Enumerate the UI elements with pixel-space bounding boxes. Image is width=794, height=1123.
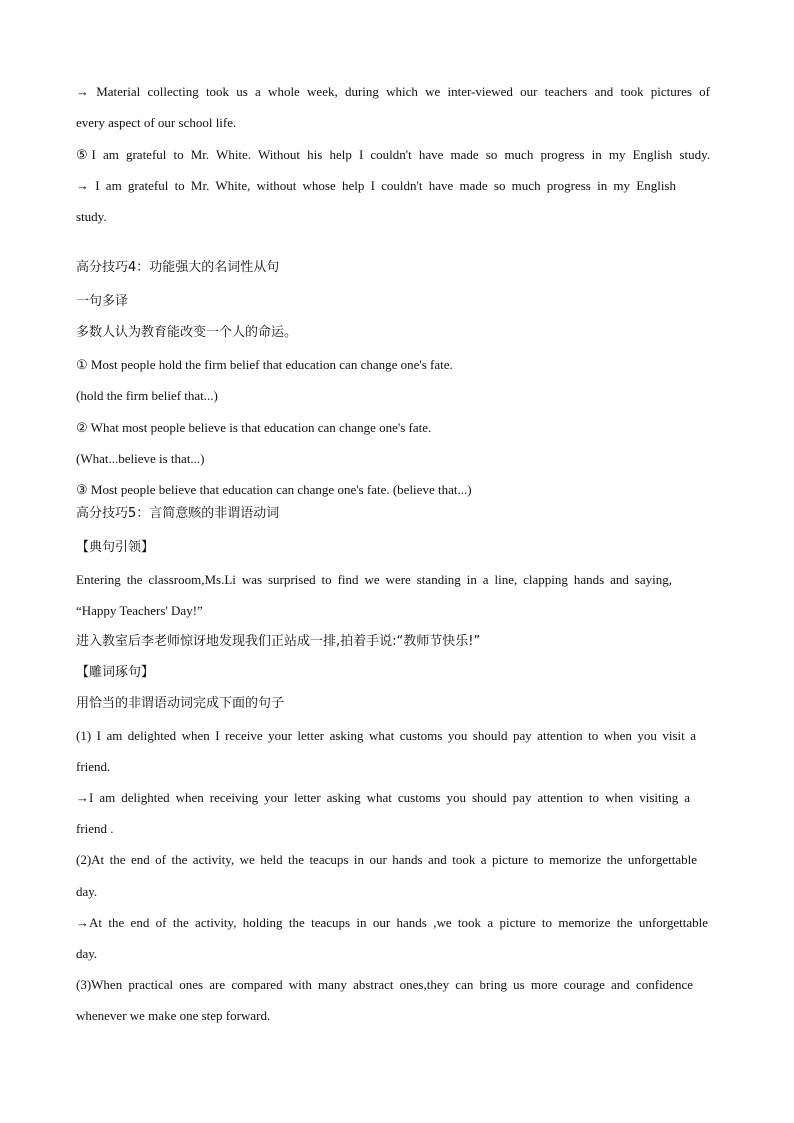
- translation-2-hint: (What...believe is that...): [76, 451, 205, 466]
- exercise-2-line-2: day.: [76, 884, 98, 899]
- section-heading-4: 高分技巧4：功能强大的名词性从句: [76, 260, 280, 275]
- exercise-1-answer-line-2: friend .: [76, 821, 114, 836]
- chinese-prompt-sentence: 多数人认为教育能改变一个人的命运。: [76, 325, 298, 340]
- text-line-5: study.: [76, 209, 107, 224]
- example-sentence-translation: 进入教室后李老师惊讶地发现我们正站成一排,拍着手说:“教师节快乐!”: [76, 634, 481, 649]
- text-line-4: → I am grateful to Mr. White, without whose help I couldn't have made so much progress in my English: [76, 178, 676, 193]
- text-line-2: every aspect of our school life.: [76, 115, 237, 130]
- exercise-2-answer-line-2: day.: [76, 946, 98, 961]
- exercise-instruction: 用恰当的非谓语动词完成下面的句子: [76, 696, 285, 711]
- translation-1-hint: (hold the firm belief that...): [76, 388, 218, 403]
- text-line-3: ⑤I am grateful to Mr. White. Without his help I couldn't have made so much progress in my English study.: [76, 147, 710, 162]
- translation-3: ③ Most people believe that education can change one's fate. (believe that...): [76, 482, 472, 497]
- translation-1: ① Most people hold the firm belief that education can change one's fate.: [76, 357, 453, 372]
- example-sentence-line-2: “Happy Teachers' Day!”: [76, 603, 203, 618]
- exercise-3-line-2: whenever we make one step forward.: [76, 1008, 271, 1023]
- exercise-1-line-1: (1) I am delighted when I receive your letter asking what customs you should pay attention to when you visit a: [76, 728, 696, 743]
- exercise-1-answer-line-1: →I am delighted when receiving your letter asking what customs you should pay attention to when visiting a: [76, 790, 690, 805]
- translation-2: ② What most people believe is that education can change one's fate.: [76, 420, 432, 435]
- text-line-1: → Material collecting took us a whole week, during which we inter-viewed our teachers and took pictures of: [76, 84, 710, 99]
- exercise-2-line-1: (2)At the end of the activity, we held the teacups in our hands and took a picture to memorize the unforgettable: [76, 852, 697, 867]
- subheading-multiple-translations: 一句多译: [76, 294, 129, 309]
- exercise-1-line-2: friend.: [76, 759, 111, 774]
- subheading-sentence-polishing: 【雕词琢句】: [76, 665, 155, 680]
- section-heading-5: 高分技巧5：言简意赅的非谓语动词: [76, 506, 280, 521]
- subheading-example-sentence: 【典句引领】: [76, 540, 155, 555]
- exercise-3-line-1: (3)When practical ones are compared with many abstract ones,they can bring us more courage and confidence: [76, 977, 693, 992]
- example-sentence-line-1: Entering the classroom,Ms.Li was surprised to find we were standing in a line, clapping hands and saying,: [76, 572, 672, 587]
- exercise-2-answer-line-1: →At the end of the activity, holding the teacups in our hands ,we took a picture to memorize the unforgettable: [76, 915, 708, 930]
